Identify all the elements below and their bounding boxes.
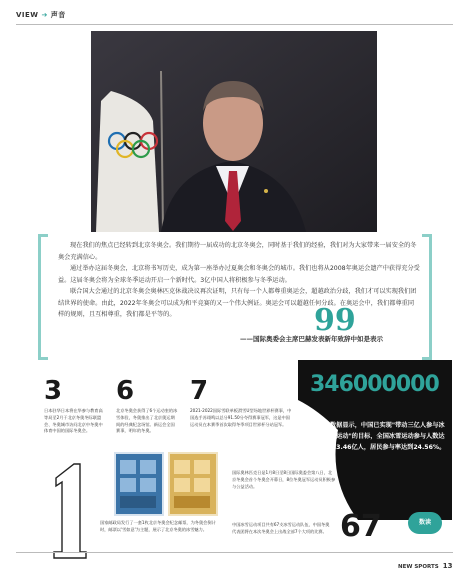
right-bracket bbox=[422, 234, 432, 360]
stat-number-67: 67 bbox=[340, 509, 382, 544]
quote-mark: 99 bbox=[314, 303, 356, 338]
footer-divider bbox=[16, 552, 453, 553]
data-read-badge: 数读 bbox=[408, 512, 442, 534]
stat-text-7: 2021-2022国际雪联单板滑雪U型场地世界杯赛事，中国选手苏翊鸣以总分91.50分夺得赛事冠军，这是中国运动员在本赛季首次取得冬季项目世界杯分站冠军。 bbox=[190, 408, 292, 427]
stamp-blue-image bbox=[114, 452, 164, 516]
stat-text-3: 日本驻华日本将在华参与教育高等局至2月于北京冬奥冬际联盟会、冬奥城市访问北京中冬奥中体育中国的国际冬奥会。 bbox=[44, 408, 103, 434]
arrow-icon: ➔ bbox=[41, 11, 48, 19]
footer-brand: NEW SPORTS bbox=[398, 564, 439, 570]
article-body bbox=[58, 240, 420, 321]
article-paragraph: 通过举办这届冬奥会，北京将书写历史，成为第一座举办过夏奥会和冬奥会的城市。我们也将从2008年奥运会遗产中获得充分受益。这届冬奥会将为全球冬季运动开启一个新时代。3亿中国人将积极参与冬季运动。 bbox=[58, 265, 420, 284]
stat-text-6: 北京冬奥会获得了6个运动室的冰雪体验，冬奥推出了北京奥运期间的经典纪念场馆。新运会全国赛事，明年的冬奥。 bbox=[116, 408, 178, 434]
page-number: 13 bbox=[442, 562, 453, 570]
section-title: 声音 bbox=[50, 11, 66, 19]
header-divider bbox=[16, 24, 453, 25]
stat-text-8: 国际奥林匹克日是1月8日至8日国际奥委会第八日，北京冬奥会首个冬奥会开幕日，8位冬奥冠军运动员积极参与公益活动。 bbox=[232, 470, 336, 489]
stat-number-3: 3 bbox=[44, 376, 63, 406]
article-paragraph: 联合国大会通过的北京冬奥会奥林匹克休战决议再次证明，只有每一个人都尊重奥运会，超越政治分歧，我们才可以实现我们团结世界的使命。由此，2022年冬奥会可以成为和平竞赛的又一个伟大例证。奥运会可以超越任何分歧。在奥运会中，我们都尊重同样的规则，且互相尊重，我们都是平等的。 bbox=[58, 288, 417, 318]
highlight-big-number: 346000000 bbox=[310, 372, 439, 397]
stat-number-7: 7 bbox=[190, 376, 209, 406]
speaker-photo bbox=[91, 31, 377, 232]
footer bbox=[398, 562, 452, 570]
article-paragraph: 现在我们的焦点已经转到北京冬奥会。我们期待一届成功的北京冬奥会，同时基于我们的经验，我们对为大家带来一届安全的冬奥会充满信心。 bbox=[58, 242, 417, 261]
left-bracket bbox=[38, 234, 48, 360]
stat-text-1: 国家邮政局发行了一套1枚北京冬奥会纪念邮票，为冬奥会倒计时，邮票以'雪如意'为主题，展示了北京冬奥的冰雪魅力。 bbox=[100, 520, 216, 532]
highlight-text: 数据显示，中国已实现"带动三亿人参与冰雪运动"的目标，全国冰雪运动参与人数达到3.46亿人，居民参与率达到24.56%。 bbox=[330, 422, 446, 451]
section-prefix: VIEW bbox=[16, 11, 39, 19]
section-header bbox=[16, 10, 66, 20]
stat-number-6: 6 bbox=[116, 376, 135, 406]
stat-number-1-outline bbox=[48, 460, 88, 560]
stamp-gold-image bbox=[168, 452, 218, 516]
stat-text-67: 中国冰雪运动项目共有67支冰雪运动队伍，中国冬奥代表团将在本次冬奥会上出战全部7个大项的比赛。 bbox=[232, 522, 330, 534]
quote-caption: ——国际奥委会主席巴赫发表新年致辞中如是表示 bbox=[240, 335, 383, 343]
